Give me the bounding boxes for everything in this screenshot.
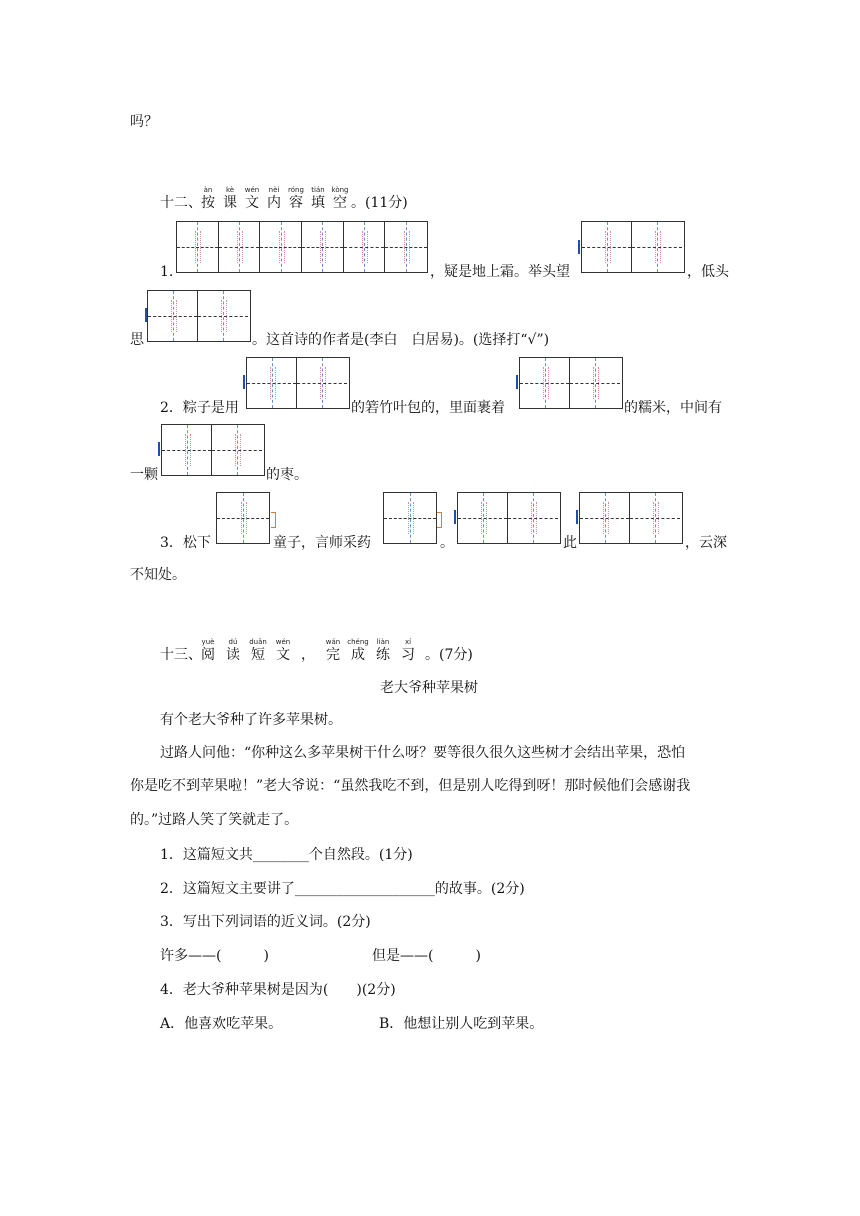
section-12-title-char: 文 — [245, 195, 259, 211]
section-12-title-char: 课 — [223, 195, 237, 211]
q12-2-text: 2．粽子是用 — [160, 400, 239, 416]
section-13-title-pinyin: duǎn — [249, 638, 267, 646]
section-13-title-pinyin: xí — [404, 638, 412, 646]
section-12-title-char: 按 — [201, 195, 215, 211]
answer-grid-2[interactable] — [246, 357, 350, 409]
section-13-title-char: 读 — [226, 647, 240, 663]
q12-3-text-b: 。 — [440, 535, 454, 551]
q12-3-text-a: 童子，言师采药 — [273, 535, 371, 551]
section-12-title-pinyin: kè — [225, 186, 235, 194]
q12-3-text: 3．松下 — [160, 535, 211, 551]
answer-grid-2[interactable] — [581, 221, 685, 273]
q12-2-text-a: 的箬竹叶包的，里面裹着 — [351, 400, 505, 416]
section-12-score: 。(11分) — [351, 195, 408, 211]
answer-grid-2[interactable] — [519, 357, 623, 409]
q12-2-text-b: 的糯米，中间有 — [624, 400, 722, 416]
section-13-title-pinyin: liàn — [376, 638, 390, 646]
question-1: 1．这篇短文共________个自然段。(1分) — [160, 847, 413, 863]
section-13-score: 。(7分) — [425, 647, 473, 663]
section-13-title-pinyin: chéng — [347, 638, 369, 646]
passage-paragraph-cont: 的。”过路人笑了笑就走了。 — [130, 812, 299, 828]
section-12-title-pinyin: kòng — [331, 186, 349, 194]
section-12-title-char: 容 — [289, 195, 303, 211]
passage-paragraph: 过路人问他：“你种这么多苹果树干什么呀？要等很久很久这些树才会结出苹果，恐怕 — [160, 745, 686, 761]
q12-1-text-d: 。这首诗的作者是(李白 白居易)。(选择打“√”) — [252, 332, 550, 348]
section-13-title-char: 完 — [326, 647, 340, 663]
answer-grid-2[interactable] — [457, 492, 561, 544]
answer-grid-2[interactable] — [161, 424, 265, 476]
option-b: B．他想让别人吃到苹果。 — [379, 1016, 544, 1032]
question-3: 3．写出下列词语的近义词。(2分) — [160, 914, 371, 930]
section-13-title-char: 阅 — [201, 647, 215, 663]
q12-3-text-e: 不知处。 — [130, 567, 186, 583]
section-12-title-pinyin: róng — [288, 186, 304, 194]
q12-3-text-d: ，云深 — [685, 535, 727, 551]
option-a: A．他喜欢吃苹果。 — [160, 1016, 283, 1032]
grid-marker — [158, 442, 160, 456]
q12-2-text-d: 的枣。 — [266, 467, 308, 483]
section-12-prefix: 十二、 — [160, 195, 202, 211]
grid-marker — [516, 375, 518, 389]
passage-paragraph-cont: 你是吃不到苹果啦！”老大爷说：“虽然我吃不到，但是别人吃得到呀！那时候他们会感谢我 — [130, 778, 691, 794]
answer-grid-2[interactable] — [147, 290, 251, 342]
section-12-title-pinyin: nèi — [268, 186, 280, 194]
section-13-title-pinyin: yuè — [201, 638, 215, 646]
synonym-item: 许多——( ) — [160, 948, 269, 964]
section-13-title-char: 练 — [376, 647, 390, 663]
section-12-title-pinyin: wén — [244, 186, 260, 194]
q12-1-text-a: ，疑是地上霜。举头望 — [430, 264, 570, 280]
section-12-title-char: 内 — [267, 195, 281, 211]
question-2: 2．这篇短文主要讲了____________________的故事。(2分) — [160, 881, 525, 897]
grid-marker — [271, 512, 276, 528]
q12-2-text-c: 一颗 — [130, 467, 158, 483]
grid-marker — [578, 240, 580, 254]
section-12-title-pinyin: àn — [203, 186, 213, 194]
q12-3-text-c: 此 — [563, 535, 577, 551]
section-13-title-char: 短 — [251, 647, 265, 663]
section-12-title-pinyin: tián — [311, 186, 325, 194]
grid-marker — [437, 512, 442, 528]
section-12-title-char: 填 — [311, 195, 325, 211]
passage-paragraph: 有个老大爷种了许多苹果树。 — [160, 712, 342, 728]
q12-1-num: 1. — [160, 264, 174, 280]
grid-marker — [576, 510, 578, 524]
grid-marker — [454, 510, 456, 524]
section-13-title-char: ， — [301, 647, 315, 663]
section-13-title-pinyin: wén — [275, 638, 291, 646]
section-13-title-char: 成 — [351, 647, 365, 663]
section-13-title-char: 文 — [276, 647, 290, 663]
answer-grid-1[interactable] — [383, 492, 437, 544]
section-13-title-pinyin: wán — [325, 638, 341, 646]
answer-grid-2[interactable] — [579, 492, 683, 544]
answer-grid-1[interactable] — [216, 492, 270, 544]
section-12-title-char: 空 — [333, 195, 347, 211]
passage-title: 老大爷种苹果树 — [380, 680, 478, 696]
section-13-title-char: 习 — [401, 647, 415, 663]
section-13-title-pinyin: dú — [228, 638, 238, 646]
question-4: 4．老大爷种苹果树是因为( )(2分) — [160, 982, 396, 998]
text-fragment: 吗？ — [130, 114, 158, 130]
synonym-item: 但是——( ) — [372, 948, 481, 964]
grid-marker — [243, 375, 245, 389]
section-13-prefix: 十三、 — [160, 647, 202, 663]
answer-grid-6[interactable] — [176, 221, 428, 273]
q12-1-text-c: 思 — [130, 332, 144, 348]
q12-1-text-b: ，低头 — [687, 264, 729, 280]
